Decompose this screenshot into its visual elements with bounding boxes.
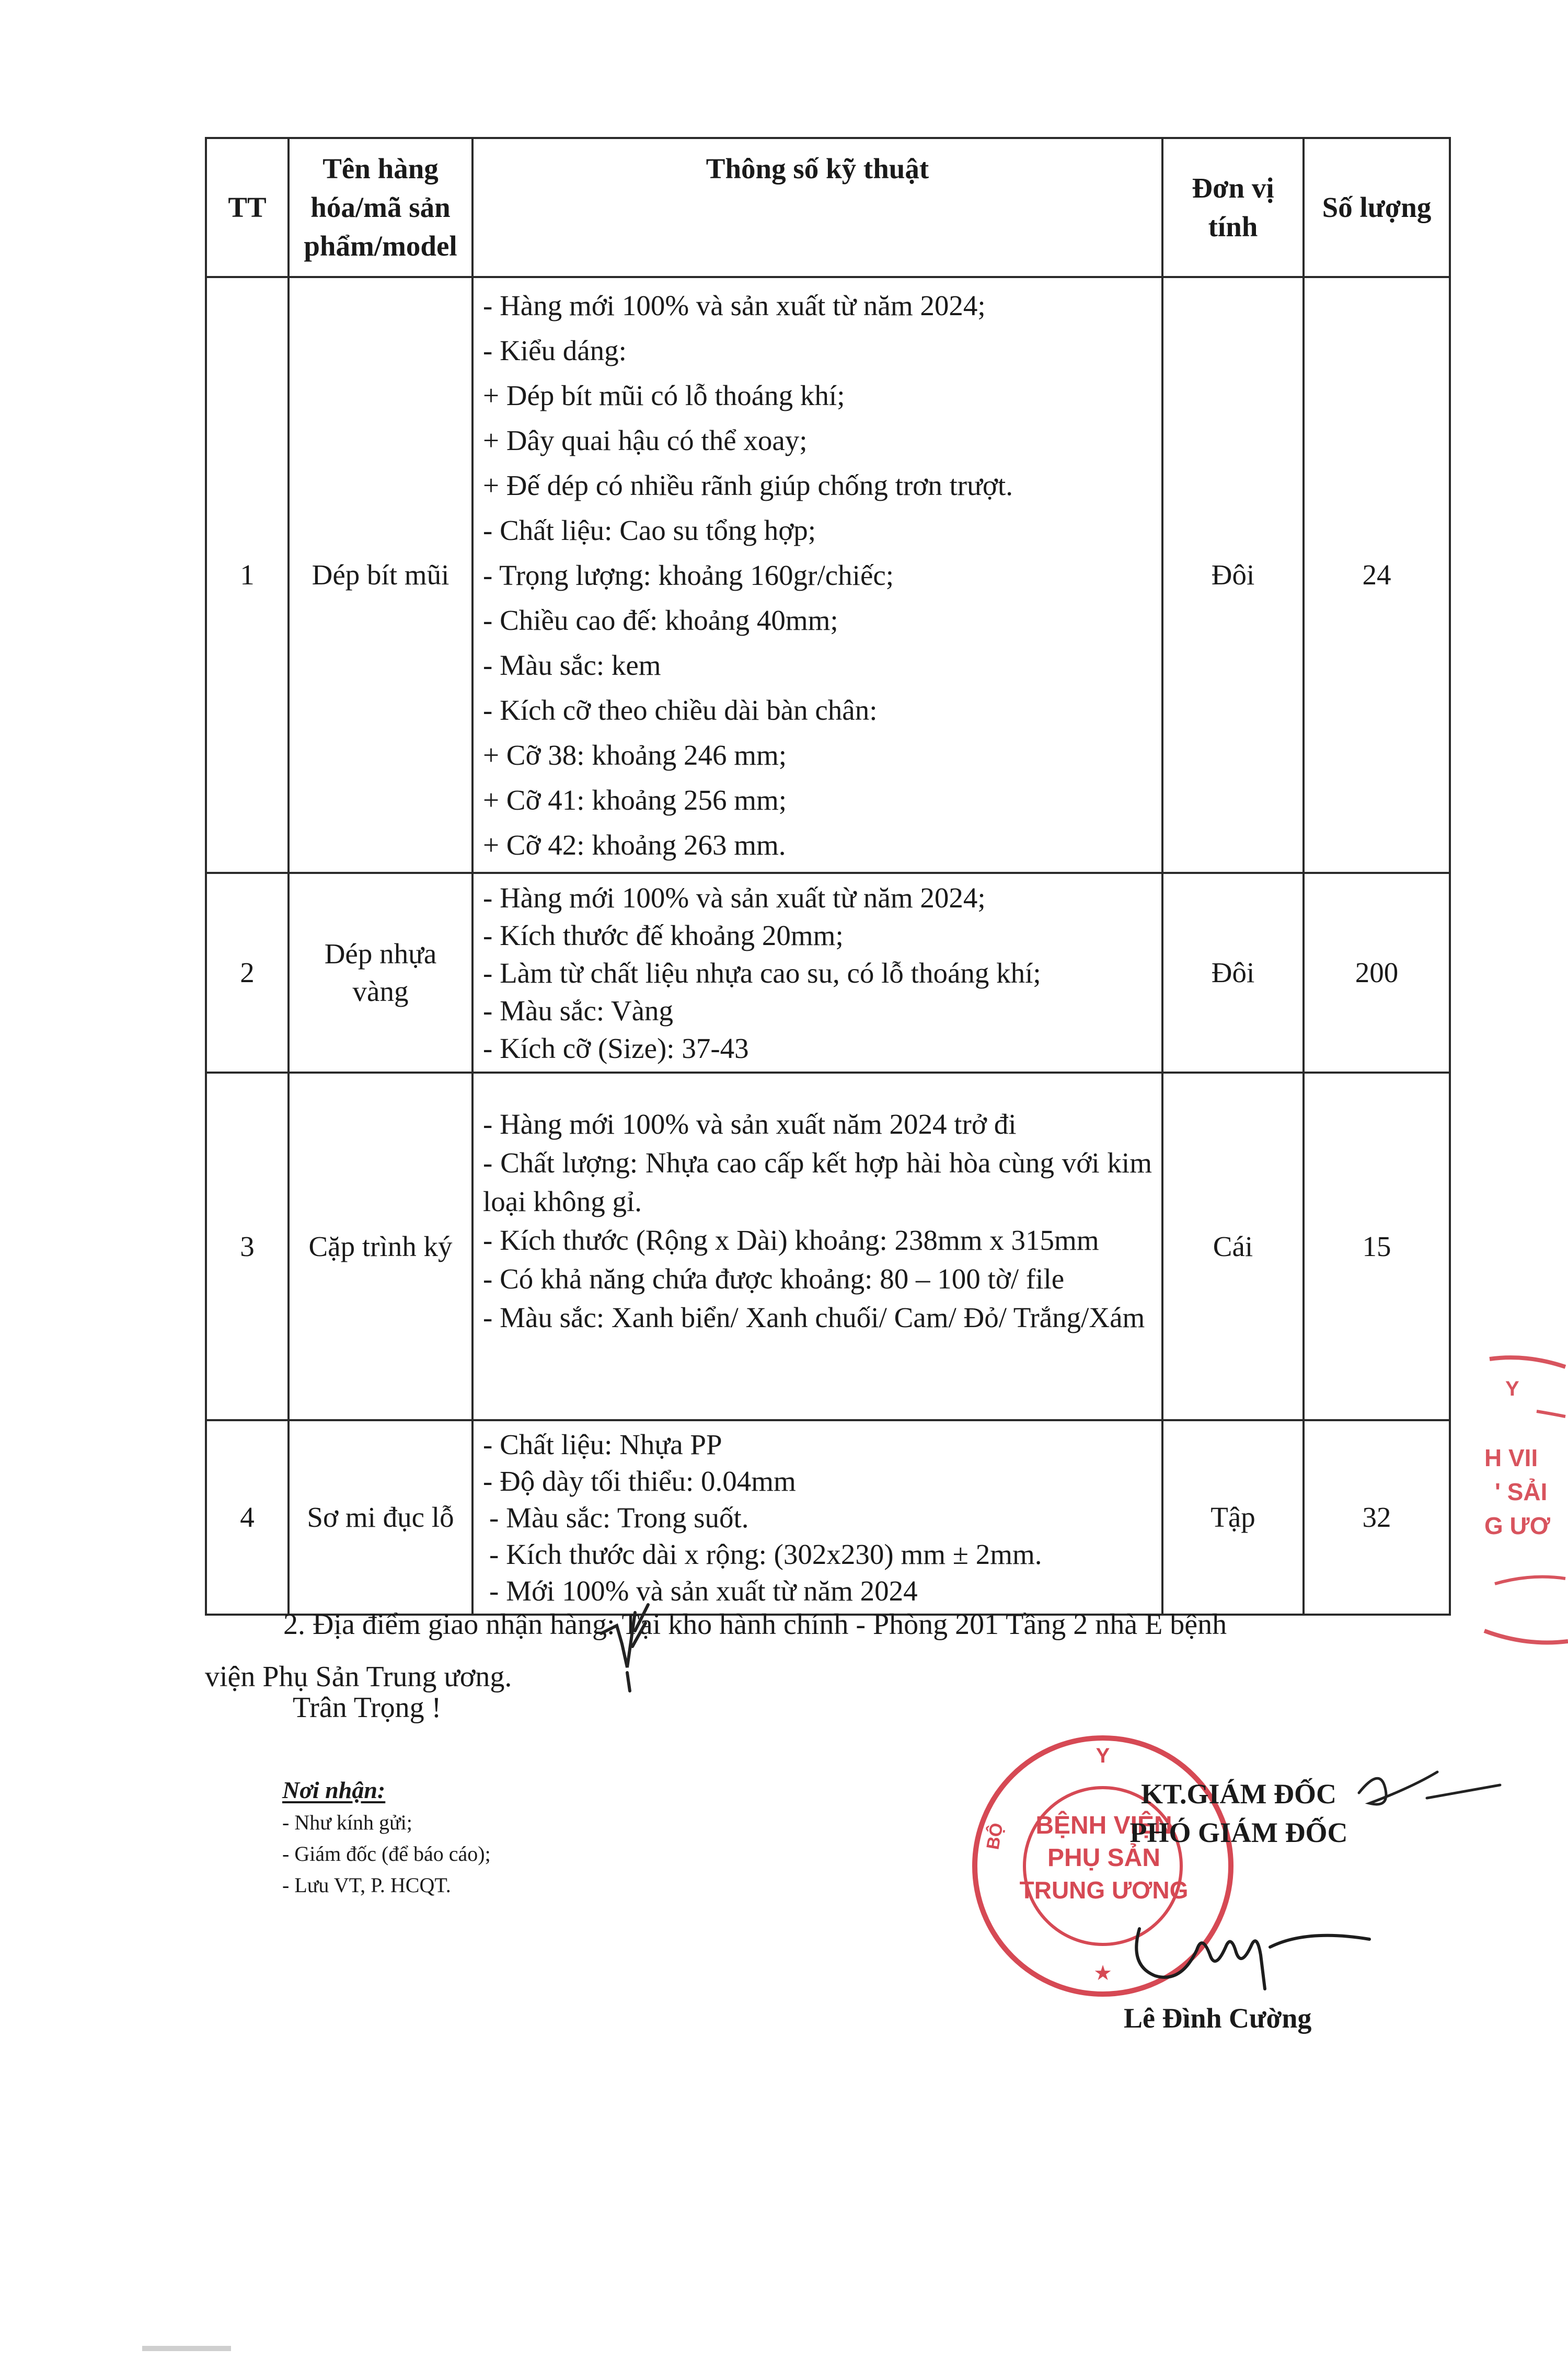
row-quantity: 15: [1304, 1073, 1450, 1420]
row-specs: [472, 873, 1162, 1073]
spec-line: - Kích thước (Rộng x Dài) khoảng: 238mm x 315mm: [483, 1224, 1099, 1256]
spec-line: - Kích thước dài x rộng: (302x230) mm ± 2mm.: [489, 1538, 1042, 1570]
partial-seal-stamp: [1474, 1349, 1568, 1673]
spec-line: + Đế dép có nhiều rãnh giúp chống trơn trượt.: [483, 469, 1013, 501]
spec-line: - Hàng mới 100% và sản xuất từ năm 2024;: [483, 290, 986, 321]
closing-regards: Trân Trọng !: [293, 1691, 442, 1724]
recipient-item: - Giám đốc (để báo cáo);: [282, 1842, 491, 1866]
recipient-item: - Như kính gửi;: [282, 1811, 412, 1834]
signer-name: Lê Đình Cường: [1124, 2002, 1312, 2034]
table-header-row: [206, 138, 1450, 277]
row-item-name: Cặp trình ký: [289, 1073, 472, 1420]
signer-title-1: KT.GIÁM ĐỐC: [1141, 1778, 1336, 1810]
row-quantity: 32: [1304, 1420, 1450, 1615]
row-tt: 2: [206, 873, 289, 1073]
svg-text:TRUNG ƯƠNG: TRUNG ƯƠNG: [1019, 1876, 1189, 1904]
spec-line: - Làm từ chất liệu nhựa cao su, có lỗ thoáng khí;: [483, 957, 1041, 989]
spec-line: - Chất liệu: Cao su tổng hợp;: [483, 514, 816, 546]
spec-line: - Màu sắc: Trong suốt.: [489, 1502, 749, 1534]
footer-mark: [142, 2346, 231, 2351]
spec-line: - Có khả năng chứa được khoảng: 80 – 100 tờ/ file: [483, 1263, 1065, 1295]
svg-text:Y: Y: [1505, 1377, 1519, 1400]
header-tt: TT: [206, 138, 289, 277]
signer-title-2: PHÓ GIÁM ĐỐC: [1129, 1817, 1348, 1848]
handwritten-signature: [1124, 1897, 1375, 2002]
header-specs: Thông số kỹ thuật: [472, 138, 1162, 277]
spec-line: - Mới 100% và sản xuất từ năm 2024: [489, 1575, 918, 1607]
row-tt: 4: [206, 1420, 289, 1615]
spec-line: - Màu sắc: Xanh biển/ Xanh chuối/ Cam/ Đỏ/ Trắng/Xám: [483, 1302, 1145, 1333]
spec-line: - Chiều cao đế: khoảng 40mm;: [483, 604, 838, 636]
row-tt: 3: [206, 1073, 289, 1420]
spec-line: + Dép bít mũi có lỗ thoáng khí;: [483, 379, 845, 411]
spec-line: - Trọng lượng: khoảng 160gr/chiếc;: [483, 559, 894, 591]
table-row: [206, 1420, 1450, 1615]
spec-line: + Cỡ 42: khoảng 263 mm.: [483, 829, 786, 861]
spec-line: - Hàng mới 100% và sản xuất năm 2024 trở đi: [483, 1108, 1017, 1140]
header-unit: Đơn vị tính: [1162, 138, 1304, 277]
svg-text:PHỤ SẢN: PHỤ SẢN: [1047, 1844, 1161, 1872]
row-item-name: Sơ mi đục lỗ: [289, 1420, 472, 1615]
recipients-title: Nơi nhận:: [282, 1777, 386, 1803]
spec-line: - Chất liệu: Nhựa PP: [483, 1429, 722, 1460]
row-specs: [472, 1073, 1162, 1420]
recipient-item: - Lưu VT, P. HCQT.: [282, 1873, 451, 1897]
spec-line: - Kích thước đế khoảng 20mm;: [483, 919, 844, 951]
header-item-name: Tên hàng hóa/mã sản phẩm/model: [289, 138, 472, 277]
delivery-paragraph: [205, 1598, 1360, 1703]
row-unit: Đôi: [1162, 277, 1304, 873]
delivery-line-2: viện Phụ Sản Trung ương.: [205, 1661, 512, 1693]
spec-line: - Màu sắc: Vàng: [483, 995, 674, 1027]
header-quantity: Số lượng: [1304, 138, 1450, 277]
spec-line: - Độ dày tối thiểu: 0.04mm: [483, 1465, 796, 1497]
spec-line: - Chất lượng: Nhựa cao cấp kết hợp hài hòa cùng với kim loại không gỉ.: [483, 1147, 1152, 1217]
table-row: [206, 1073, 1450, 1420]
row-item-name: Dép nhựa vàng: [289, 873, 472, 1073]
row-quantity: 24: [1304, 277, 1450, 873]
row-tt: 1: [206, 277, 289, 873]
spec-table: [205, 137, 1451, 1616]
row-unit: Đôi: [1162, 873, 1304, 1073]
row-quantity: 200: [1304, 873, 1450, 1073]
handwritten-initial-mark: [1348, 1756, 1505, 1819]
row-specs: [472, 1420, 1162, 1615]
spec-line: - Kích cỡ (Size): 37-43: [483, 1032, 749, 1064]
svg-text:★: ★: [1093, 1961, 1112, 1985]
svg-text:Y: Y: [1096, 1744, 1110, 1767]
svg-text:G ƯƠ: G ƯƠ: [1484, 1512, 1550, 1539]
row-specs: [472, 277, 1162, 873]
spec-line: + Cỡ 38: khoảng 246 mm;: [483, 739, 787, 771]
row-unit: Tập: [1162, 1420, 1304, 1615]
spec-line: - Hàng mới 100% và sản xuất từ năm 2024;: [483, 882, 986, 914]
spec-line: - Màu sắc: kem: [483, 649, 661, 681]
row-item-name: Dép bít mũi: [289, 277, 472, 873]
svg-text:H VII: H VII: [1484, 1444, 1538, 1471]
table-row: [206, 277, 1450, 873]
row-unit: Cái: [1162, 1073, 1304, 1420]
svg-text:BỆNH VIỆN: BỆNH VIỆN: [1035, 1812, 1172, 1839]
handwritten-tick-mark: [596, 1594, 690, 1694]
spec-line: + Cỡ 41: khoảng 256 mm;: [483, 784, 787, 816]
recipients-block: [282, 1775, 491, 1901]
svg-text:' SẢI: ' SẢI: [1495, 1478, 1548, 1505]
delivery-line-1: 2. Địa điểm giao nhận hàng: Tại kho hành chính - Phòng 201 Tầng 2 nhà E bệnh: [283, 1608, 1227, 1641]
spec-line: - Kiểu dáng:: [483, 335, 627, 366]
table-row: [206, 873, 1450, 1073]
spec-line: - Kích cỡ theo chiều dài bàn chân:: [483, 694, 878, 726]
svg-text:BỘ: BỘ: [983, 1821, 1007, 1851]
spec-line: + Dây quai hậu có thể xoay;: [483, 424, 808, 456]
